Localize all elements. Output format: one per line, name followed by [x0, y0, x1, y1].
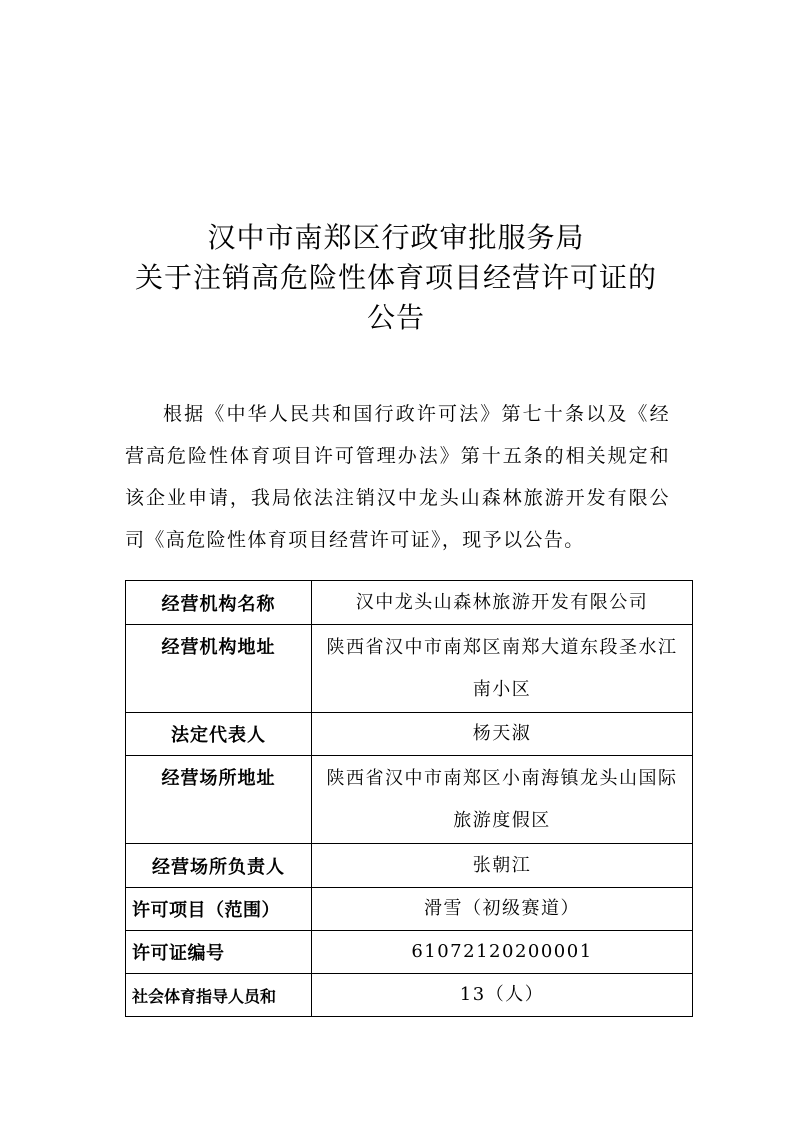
title-line-3: 公告: [366, 301, 425, 334]
row-label-venue-address: 经营场所地址: [126, 756, 312, 844]
row-value-legal-representative: 杨天淑: [312, 713, 693, 756]
row-value-venue-manager: 张朝江: [312, 844, 693, 888]
row-value-license-number: 61072120200001: [312, 931, 693, 974]
row-label-operator-name: 经营机构名称: [126, 581, 312, 625]
table-row: [126, 625, 693, 713]
row-value-operator-name: 汉中龙头山森林旅游开发有限公司: [312, 581, 693, 625]
row-label-venue-manager: 经营场所负责人: [126, 844, 312, 888]
row-label-legal-representative: 法定代表人: [126, 713, 312, 756]
table-row: [126, 844, 693, 888]
row-label-operator-address: 经营机构地址: [126, 625, 312, 713]
row-label-license-scope: 许可项目（范围）: [126, 888, 312, 931]
title-line-1: 汉中市南郑区行政审批服务局: [207, 221, 585, 254]
row-value-operator-address: 陕西省汉中市南郑区南郑大道东段圣水江南小区: [312, 625, 693, 713]
title-line-2: 关于注销高危险性体育项目经营许可证的: [134, 261, 657, 294]
row-label-license-number: 许可证编号: [126, 931, 312, 974]
table-row: [126, 713, 693, 756]
table-row: [126, 581, 693, 625]
row-value-license-scope: 滑雪（初级赛道）: [312, 888, 693, 931]
announcement-title: [0, 218, 792, 338]
row-value-instructors: 13（人）: [312, 974, 693, 1017]
row-label-instructors: 社会体育指导人员和: [126, 974, 312, 1017]
table-row: [126, 974, 693, 1017]
table-row: [126, 931, 693, 974]
license-info-table: [125, 580, 693, 1017]
row-value-venue-address: 陕西省汉中市南郑区小南海镇龙头山国际旅游度假区: [312, 756, 693, 844]
announcement-body: 根据《中华人民共和国行政许可法》第七十条以及《经营高危险性体育项目许可管理办法》第十五条的相关规定和该企业申请，我局依法注销汉中龙头山森林旅游开发有限公司《高危险性体育项目经营许可证》，现予以公告。: [125, 403, 670, 551]
table-row: [126, 888, 693, 931]
table-row: [126, 756, 693, 844]
